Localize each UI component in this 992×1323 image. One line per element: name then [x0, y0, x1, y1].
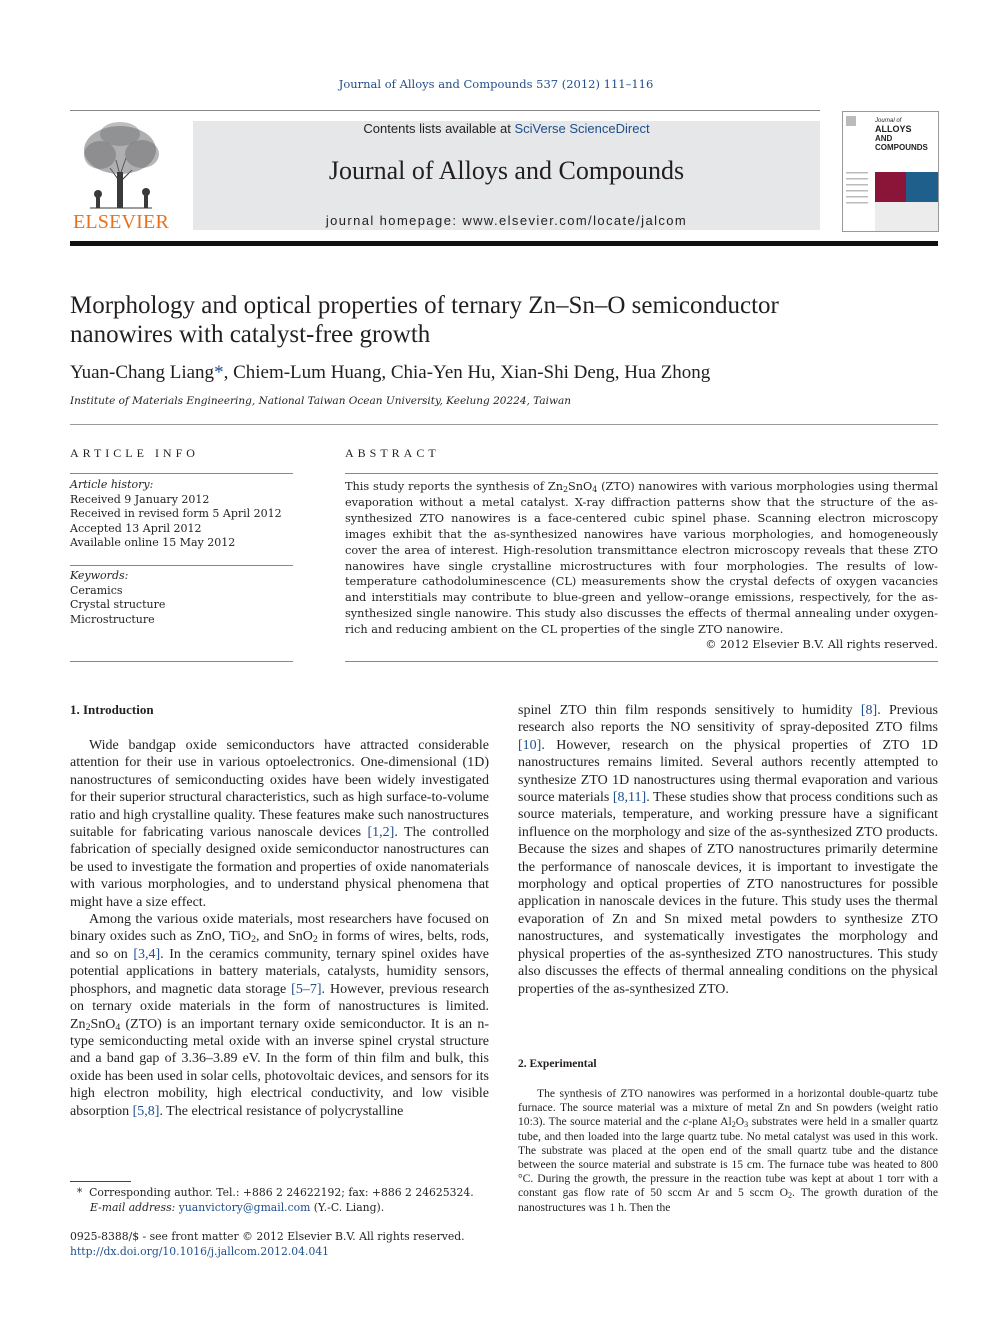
- article-title-line2: nanowires with catalyst-free growth: [70, 321, 431, 348]
- history-revised: Received in revised form 5 April 2012: [70, 507, 282, 520]
- citation-link[interactable]: [8,11]: [612, 790, 647, 806]
- corresponding-author-footnote: [70, 1186, 490, 1215]
- history-label: Article history:: [70, 478, 154, 491]
- sciverse-link[interactable]: SciVerse ScienceDirect: [514, 121, 650, 136]
- article-title-line1: Morphology and optical properties of ternary Zn–Sn–O semiconductor: [70, 292, 779, 319]
- citation-link[interactable]: [5,8]: [132, 1103, 160, 1119]
- citation-link[interactable]: [8]: [860, 703, 878, 718]
- info-rule: [70, 565, 293, 566]
- history-received: Received 9 January 2012: [70, 492, 210, 506]
- email-label: E-mail address:: [90, 1200, 176, 1214]
- article-history: [70, 478, 293, 551]
- journal-homepage: [193, 213, 820, 228]
- header-thick-rule: [70, 241, 938, 246]
- doi-link[interactable]: http://dx.doi.org/10.1016/j.jallcom.2012.04.041: [70, 1244, 330, 1258]
- front-matter-footer: [70, 1230, 490, 1259]
- contents-prefix: Contents lists available at: [363, 121, 515, 136]
- homepage-link[interactable]: www.elsevier.com/locate/jalcom: [462, 213, 688, 228]
- cover-title-line3: AND COMPOUNDS: [875, 134, 928, 152]
- keyword-item: Ceramics: [70, 583, 123, 597]
- citation-link[interactable]: [1,2]: [367, 825, 395, 841]
- intro-paragraph: Among the various oxide materials, most researchers have focused on binary oxides such as ZnO, TiO$_2$, and SnO$_2$ in forms of wires, belts, rods, and so on [3,4]. In the ceramics community, ternary spinel oxides have potential applications in battery materials, catalysts, humidity sensors, phosphors, and magnetic data storage [5–7]. However, previous research on ternary oxide materials in the form of nanostructures is limited. $Zn_2SnO_4$ (ZTO) is an important ternary oxide semiconductor. It is an n-type semiconducting metal oxide with an inverse spinel crystal structure and a band gap of 3.36–3.89 eV. In the form of thin film and bulk, this oxide has been used in solar cells, photovoltaic devices, and sensors for its high electron mobility, high electrical conductivity, and low visible absorption [5,8]. The electrical resistance of polycrystalline: [70, 912, 490, 1119]
- keywords-label: Keywords:: [70, 569, 129, 582]
- journal-cover-thumbnail: [842, 111, 939, 232]
- info-rule: [70, 473, 293, 474]
- abstract-rule: [345, 661, 938, 662]
- citation-link[interactable]: [5–7]: [291, 981, 322, 997]
- article-title: [70, 291, 930, 349]
- other-authors: , Chiem-Lum Huang, Chia-Yen Hu, Xian-Shi Deng, Hua Zhong: [223, 362, 711, 383]
- history-accepted: Accepted 13 April 2012: [70, 521, 202, 535]
- abstract-rule: [345, 473, 938, 474]
- abstract-heading: ABSTRACT: [345, 446, 440, 460]
- journal-title: Journal of Alloys and Compounds: [328, 156, 685, 185]
- history-online: Available online 15 May 2012: [70, 536, 236, 549]
- footnote-phone: Corresponding author. Tel.: +886 2 24622192; fax: +886 2 24625324.: [89, 1186, 474, 1199]
- introduction-left-column: [70, 737, 489, 1120]
- article-info-heading: ARTICLE INFO: [70, 446, 199, 460]
- email-suffix: (Y.-C. Liang).: [310, 1200, 385, 1214]
- journal-reference[interactable]: Journal of Alloys and Compounds 537 (2012) 111–116: [338, 77, 654, 91]
- introduction-right-column: [518, 702, 938, 998]
- experimental-body: [518, 1087, 938, 1215]
- footnote-star: *: [76, 1186, 83, 1199]
- experimental-heading: 2. Experimental: [518, 1058, 597, 1070]
- cover-title-line2: ALLOYS: [875, 124, 912, 134]
- citation-link[interactable]: [3,4]: [133, 946, 161, 962]
- abstract-body: This study reports the synthesis of $Zn_2SnO_4$ (ZTO) nanowires with various morphologies using thermal evaporation without a metal catalyst. X-ray diffraction patterns show that the structure of the as-synthesized ZTO nanowires is a face-centered cubic spinel phase. Scanning electron microscopy images exhibit that the as-synthesized nanowires have various morphologies, and homogeneously cover the area of interest. High-resolution transmittance electron microscopy reveals that these ZTO nanowires have single crystalline microstructures with four morphologies. The results of low-temperature cathodoluminescence (CL) measurements show the crystal defects of oxygen vacancies and interstitials may contribute to blue-green and yellow–orange emissions, respectively, for the as-synthesized single nanowire. This study also discusses the effects of thermal annealing under oxygen-rich and reducing ambient on the CL properties of the single ZTO nanowire.: [345, 480, 938, 637]
- corresponding-author-star[interactable]: *: [214, 362, 224, 383]
- keyword-item: Crystal structure: [70, 598, 166, 611]
- title-rule: [70, 424, 938, 425]
- footnote-contact: [70, 1186, 490, 1201]
- keywords: [70, 569, 293, 627]
- introduction-heading: 1. Introduction: [70, 702, 154, 717]
- cover-title: [875, 118, 938, 152]
- footnote-email-line: [70, 1201, 490, 1216]
- copyright-notice: © 2012 Elsevier B.V. All rights reserved.: [705, 638, 938, 651]
- citation-link[interactable]: [10]: [518, 737, 542, 753]
- cover-title-line1: Journal of: [875, 118, 902, 124]
- header-rule: [70, 110, 820, 111]
- info-rule: [70, 661, 293, 662]
- intro-paragraph: spinel ZTO thin film responds sensitively to humidity [8]. Previous research also reports the NO sensitivity of spray-deposited ZTO films [10]. However, research on the physical properties of ZTO 1D nanostructures remains limited. Several authors recently attempted to synthesize ZTO 1D nanostructures using thermal evaporation and various source materials [8,11]. These studies show that process conditions such as source materials, temperature, and working pressure have a significant influence on the morphology and size of the as-synthesized ZTO products. Because the sizes and shapes of ZTO nanostructures primarily determine the performance of nanoscale devices, it is important to investigate the morphology and optical properties of ZTO nanostructures for possible application in nanoscale devices in the future. This study uses the thermal evaporation of Zn and Sn mixed metal powders to synthesize ZTO nanostructures, and systematically investigates the morphology and physical properties of the as-synthesized ZTO nanostructures. This study also discusses the effects of thermal annealing conditions on the physical properties of the as-synthesized ZTO.: [518, 703, 939, 997]
- keyword-item: Microstructure: [70, 612, 155, 626]
- experimental-paragraph: The synthesis of ZTO nanowires was performed in a horizontal double-quartz tube furnace. The source material was a mixture of metal Zn and Sn powders (weight ratio 10:3). The source material and the c-plane $Al_2O_3$ substrates were held in a smaller quartz tube, and then loaded into the large quartz tube. No metal catalyst was used in this work. The substrate was placed at the open end of the small quartz tube and the distance between the source material and substrate is 15 cm. The furnace tube was heated to 800 °C. During the growth, the pressure in the reaction tube was kept at about 1 torr with a constant gas flow rate of 50 sccm Ar and 5 sccm $O_2$. The growth duration of the nanostructures was 1 h. Then the: [518, 1087, 939, 1214]
- email-link[interactable]: yuanvictory@gmail.com: [178, 1200, 311, 1214]
- intro-paragraph: Wide bandgap oxide semiconductors have attracted considerable attention for their use in various optoelectronics. One-dimensional (1D) nanostructures of semiconducting oxides have been widely investigated for their superior structural characteristics, such as high surface-to-volume ratio and high crystalline quality. These features make such nanostructures suitable for fabricating various nanoscale devices [1,2]. The controlled fabrication of specially designed oxide semiconductor nanostructures can be used to investigate the formation and properties of oxide nanomaterials with various morphologies, and to understand physical phenomena that might have a size effect.: [70, 738, 489, 910]
- footnote-rule: [70, 1181, 131, 1182]
- author-list: [70, 362, 930, 384]
- corresponding-author: Yuan-Chang Liang: [70, 362, 215, 383]
- affiliation: Institute of Materials Engineering, National Taiwan Ocean University, Keelung 20224, Taiwan: [70, 395, 571, 407]
- homepage-prefix: journal homepage:: [325, 213, 463, 228]
- contents-availability: [193, 121, 820, 136]
- elsevier-wordmark: ELSEVIER: [72, 211, 170, 233]
- issn-line: 0925-8388/$ - see front matter © 2012 Elsevier B.V. All rights reserved.: [70, 1230, 465, 1243]
